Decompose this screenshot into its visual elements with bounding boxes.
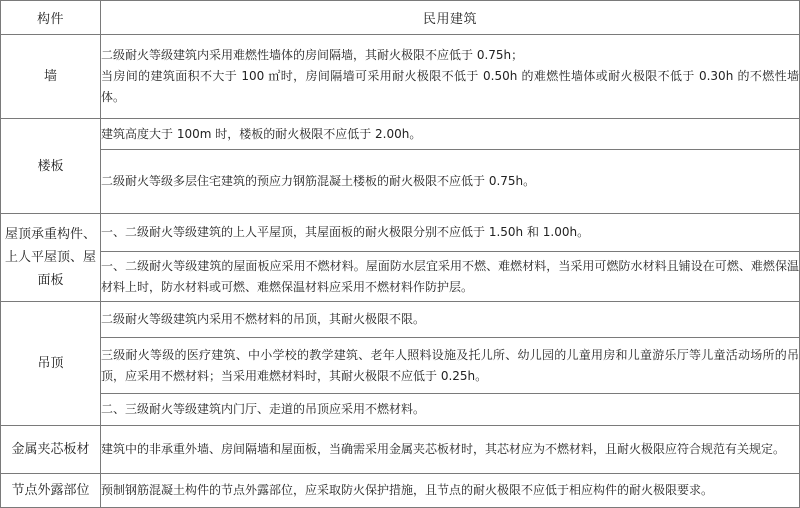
header-component: 构件 [1,1,101,35]
row-label-roof: 屋顶承重构件、上人平屋顶、屋面板 [1,214,101,302]
table-row-roof-1 [1,214,800,252]
cell-text: 二、三级耐火等级建筑内门厅、走道的吊顶应采用不燃材料。 [101,402,426,416]
cell-text: 二级耐火等级多层住宅建筑的预应力钢筋混凝土楼板的耐火极限不应低于 0.75h。 [101,174,536,188]
cell-joint-exposed [101,474,800,508]
cell-roof-2 [101,252,800,302]
cell-text: 当房间的建筑面积不大于 100 ㎡时，房间隔墙可采用耐火极限不低于 0.50h 的难燃性墙体或耐火极限不低于 0.30h 的不燃性墙体。 [101,69,799,104]
table-row-metal-sandwich [1,426,800,474]
cell-text: 一、二级耐火等级建筑的上人平屋顶，其屋面板的耐火极限分别不应低于 1.50h 和 1.00h。 [101,225,590,239]
row-label-wall: 墙 [1,35,101,119]
cell-text: 二级耐火等级建筑内采用不燃材料的吊顶，其耐火极限不限。 [101,312,426,326]
table-row-wall [1,35,800,119]
cell-ceiling-2 [101,338,800,394]
cell-roof-1 [101,214,800,252]
row-label-joint-exposed: 节点外露部位 [1,474,101,508]
cell-wall-1 [101,35,800,119]
cell-text: 一、二级耐火等级建筑的屋面板应采用不燃材料。屋面防水层宜采用不燃、难燃材料，当采用可燃防水材料且铺设在可燃、难燃保温材料上时，防水材料或可燃、难燃保温材料应采用不燃材料作防护层。 [101,258,799,294]
header-civil-building: 民用建筑 [101,1,800,35]
cell-text: 二级耐火等级建筑内采用难燃性墙体的房间隔墙，其耐火极限不应低于 0.75h； [101,48,524,62]
row-label-metal-sandwich: 金属夹芯板材 [1,426,101,474]
table-row-floor-2 [1,150,800,214]
cell-floor-2 [101,150,800,214]
row-label-floor: 楼板 [1,119,101,214]
cell-metal-sandwich [101,426,800,474]
cell-text: 建筑中的非承重外墙、房间隔墙和屋面板，当确需采用金属夹芯板材时，其芯材应为不燃材料，且耐火极限应符合规范有关规定。 [101,442,786,456]
cell-text: 建筑高度大于 100m 时，楼板的耐火极限不应低于 2.00h。 [101,126,422,141]
table-row-ceiling-3 [1,394,800,426]
table-row-ceiling-2 [1,338,800,394]
row-label-ceiling: 吊顶 [1,302,101,426]
table-row-floor-1 [1,119,800,150]
cell-ceiling-3 [101,394,800,426]
table-row-roof-2 [1,252,800,302]
cell-floor-1 [101,119,800,150]
table-row-joint-exposed [1,474,800,508]
cell-text: 三级耐火等级的医疗建筑、中小学校的教学建筑、老年人照料设施及托儿所、幼儿园的儿童用房和儿童游乐厅等儿童活动场所的吊顶，应采用不燃材料；当采用难燃材料时，其耐火极限不应低于 0.25h。 [101,347,799,383]
table-row-ceiling-1 [1,302,800,338]
cell-ceiling-1 [101,302,800,338]
cell-text: 预制钢筋混凝土构件的节点外露部位，应采取防火保护措施，且节点的耐火极限不应低于相应构件的耐火极限要求。 [101,483,714,497]
table-header-row [1,1,800,35]
